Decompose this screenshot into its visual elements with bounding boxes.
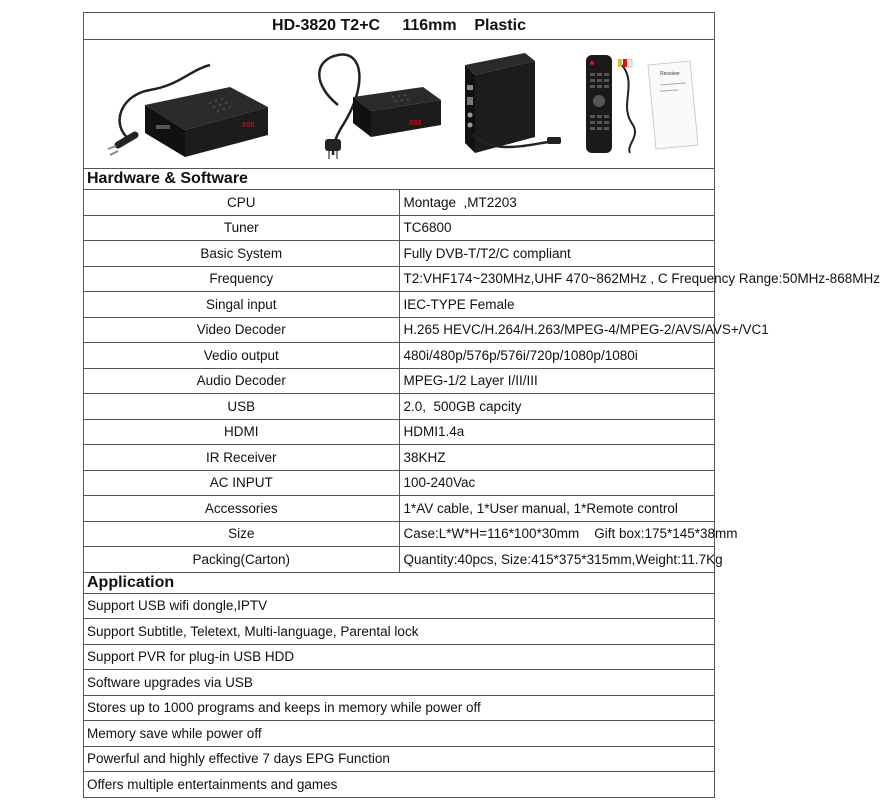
spec-label: AC INPUT bbox=[84, 470, 400, 496]
spec-value: 100-240Vac bbox=[399, 470, 715, 496]
case-size: 116mm bbox=[402, 17, 457, 34]
spec-label: Audio Decoder bbox=[84, 368, 400, 394]
spec-label: Frequency bbox=[84, 266, 400, 292]
spec-value: Quantity:40pcs, Size:415*375*315mm,Weight:11.7Kg bbox=[399, 547, 715, 573]
spec-value: 2.0, 500GB capcity bbox=[399, 394, 715, 420]
spec-value: IEC-TYPE Female bbox=[399, 292, 715, 318]
spec-row bbox=[84, 266, 715, 292]
spec-row bbox=[84, 317, 715, 343]
spec-value: MPEG-1/2 Layer I/II/III bbox=[399, 368, 715, 394]
receiver-rear-photo bbox=[455, 45, 565, 163]
application-item: Memory save while power off bbox=[84, 721, 715, 747]
hardware-section-title: Hardware & Software bbox=[84, 169, 715, 190]
application-row bbox=[84, 670, 715, 696]
display-readout-2: 888 bbox=[408, 120, 422, 128]
spec-row bbox=[84, 496, 715, 522]
application-item: Software upgrades via USB bbox=[84, 670, 715, 696]
receiver-front-photo bbox=[90, 45, 270, 163]
spec-label: Accessories bbox=[84, 496, 400, 522]
photos-cell bbox=[84, 40, 715, 169]
spec-value: T2:VHF174~230MHz,UHF 470~862MHz , C Frequency Range:50MHz-868MHz bbox=[399, 266, 715, 292]
spec-row bbox=[84, 292, 715, 318]
spec-value: 480i/480p/576p/576i/720p/1080p/1080i bbox=[399, 343, 715, 369]
photos-row bbox=[84, 40, 715, 169]
spec-value: TC6800 bbox=[399, 215, 715, 241]
application-section-row bbox=[84, 572, 715, 593]
spec-label: USB bbox=[84, 394, 400, 420]
model-variant: T2+C bbox=[340, 17, 381, 34]
spec-label: Video Decoder bbox=[84, 317, 400, 343]
spec-value: 1*AV cable, 1*User manual, 1*Remote control bbox=[399, 496, 715, 522]
case-material: Plastic bbox=[474, 17, 526, 34]
application-row bbox=[84, 695, 715, 721]
spec-row bbox=[84, 368, 715, 394]
spec-value: Case:L*W*H=116*100*30mm Gift box:175*145*38mm bbox=[399, 521, 715, 547]
display-readout-1: 888 bbox=[242, 122, 255, 130]
spec-sheet bbox=[83, 12, 880, 798]
application-item: Support PVR for plug-in USB HDD bbox=[84, 644, 715, 670]
user-manual-image bbox=[648, 61, 698, 149]
title-row bbox=[84, 13, 715, 40]
application-row bbox=[84, 644, 715, 670]
hardware-section-row bbox=[84, 169, 715, 190]
manual-title: Receiver bbox=[659, 71, 680, 77]
spec-label: Size bbox=[84, 521, 400, 547]
application-item: Powerful and highly effective 7 days EPG Function bbox=[84, 746, 715, 772]
spec-label: IR Receiver bbox=[84, 445, 400, 471]
application-section-title: Application bbox=[84, 572, 715, 593]
spec-label: Singal input bbox=[84, 292, 400, 318]
application-row bbox=[84, 772, 715, 798]
spec-row bbox=[84, 190, 715, 216]
application-item: Support Subtitle, Teletext, Multi-language, Parental lock bbox=[84, 619, 715, 645]
spec-row bbox=[84, 419, 715, 445]
spec-row bbox=[84, 343, 715, 369]
spec-row bbox=[84, 521, 715, 547]
application-row bbox=[84, 593, 715, 619]
application-item: Stores up to 1000 programs and keeps in memory while power off bbox=[84, 695, 715, 721]
model-name: HD-3820 bbox=[272, 17, 337, 34]
spec-value: 38KHZ bbox=[399, 445, 715, 471]
spec-row bbox=[84, 394, 715, 420]
spec-value: Montage ,MT2203 bbox=[399, 190, 715, 216]
application-item: Offers multiple entertainments and games bbox=[84, 772, 715, 798]
application-row bbox=[84, 721, 715, 747]
av-cable-image bbox=[618, 59, 635, 153]
spec-value: Fully DVB-T/T2/C compliant bbox=[399, 241, 715, 267]
application-row bbox=[84, 619, 715, 645]
spec-row bbox=[84, 445, 715, 471]
accessories-photo bbox=[578, 45, 708, 163]
spec-row bbox=[84, 215, 715, 241]
spec-value: HDMI1.4a bbox=[399, 419, 715, 445]
spec-label: Basic System bbox=[84, 241, 400, 267]
spec-label: Packing(Carton) bbox=[84, 547, 400, 573]
spec-row bbox=[84, 547, 715, 573]
application-item: Support USB wifi dongle,IPTV bbox=[84, 593, 715, 619]
application-row bbox=[84, 746, 715, 772]
spec-label: Tuner bbox=[84, 215, 400, 241]
spec-row bbox=[84, 470, 715, 496]
spec-label: CPU bbox=[84, 190, 400, 216]
spec-table bbox=[83, 12, 880, 798]
product-title bbox=[84, 13, 715, 40]
spec-label: HDMI bbox=[84, 419, 400, 445]
receiver-side-photo bbox=[283, 45, 443, 163]
spec-label: Vedio output bbox=[84, 343, 400, 369]
spec-row bbox=[84, 241, 715, 267]
spec-value: H.265 HEVC/H.264/H.263/MPEG-4/MPEG-2/AVS/AVS+/VC1 bbox=[399, 317, 715, 343]
